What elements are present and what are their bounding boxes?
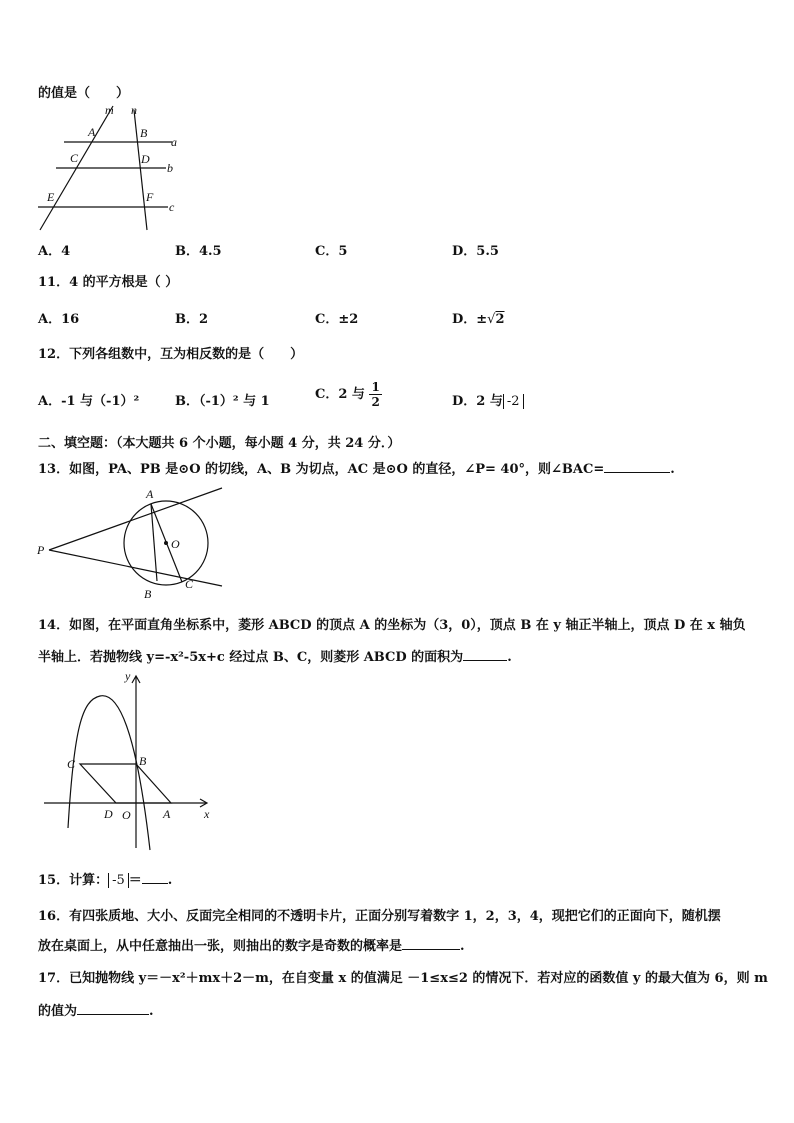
- q17-line1: 17．已知抛物线 y＝－x²＋mx＋2－m，在自变量 x 的值满足 －1≤x≤2 的情况下．若对应的函数值 y 的最大值为 6，则 m: [38, 971, 768, 986]
- q10-label-b: b: [167, 161, 173, 175]
- q13-tangent-circle-figure: [30, 480, 240, 610]
- q12-option-d[interactable]: [452, 390, 524, 409]
- q11-option-d-label: D．±: [452, 312, 488, 327]
- q16-answer-blank[interactable]: [402, 937, 460, 950]
- q13-stem: 13．如图，PA、PB 是⊙O 的切线，A、B 为切点，AC 是⊙O 的直径，∠P= 40°，则∠BAC= .: [38, 462, 675, 477]
- q10-tail: 的值是（ ）: [38, 86, 130, 101]
- q13-answer-blank[interactable]: [604, 460, 670, 473]
- q12-option-c-fraction: $\frac{1}{2}$: [371, 380, 380, 409]
- q12-option-d-abs: -2: [503, 394, 524, 409]
- q14-label-O: O: [122, 808, 131, 822]
- q14-label-C: C: [67, 757, 76, 771]
- q10-option-c[interactable]: C．5: [315, 244, 348, 259]
- q10-label-c: c: [169, 200, 175, 214]
- q15-answer-blank[interactable]: [142, 871, 168, 884]
- q14-coordinate-figure: [30, 668, 230, 853]
- q10-option-d[interactable]: D．5.5: [452, 244, 499, 259]
- q10-parallel-lines-figure: [30, 100, 190, 235]
- q17-answer-blank[interactable]: [77, 1002, 149, 1015]
- q10-label-A: A: [88, 125, 96, 139]
- q15-abs: -5: [108, 873, 129, 888]
- q15-line: 15．计算： -5 ＝ .: [38, 873, 173, 888]
- q14-line1: 14．如图，在平面直角坐标系中，菱形 ABCD 的顶点 A 的坐标为（3，0），顶点 B 在 y 轴正半轴上，顶点 D 在 x 轴负: [38, 618, 746, 633]
- q11-option-c[interactable]: C．±2: [315, 312, 359, 327]
- q12-option-a[interactable]: A．-1 与（-1）²: [38, 394, 140, 409]
- q14-label-D: D: [104, 807, 113, 821]
- q10-option-a[interactable]: A．4: [38, 244, 71, 259]
- q14-label-A: A: [163, 807, 171, 821]
- q10-label-m: m: [105, 103, 114, 117]
- q10-label-B: B: [140, 126, 148, 140]
- q10-label-D: D: [141, 152, 150, 166]
- q12-stem: 12．下列各组数中，互为相反数的是（ ）: [38, 347, 304, 362]
- q10-label-C: C: [70, 151, 79, 165]
- q10-label-F: F: [146, 190, 154, 204]
- q11-option-a[interactable]: A．16: [38, 312, 80, 327]
- q13-label-C: C: [185, 577, 194, 591]
- q10-label-a: a: [171, 135, 177, 149]
- q13-label-O: O: [171, 537, 180, 551]
- q12-option-c-prefix: C．2 与: [315, 387, 365, 402]
- q10-label-n: n: [131, 103, 137, 117]
- q14-label-x: x: [204, 807, 210, 821]
- q14-label-y: y: [125, 669, 131, 683]
- q13-label-P: P: [37, 543, 45, 557]
- q13-label-A: A: [146, 487, 154, 501]
- section2-heading: 二、填空题：（本大题共 6 个小题，每小题 4 分，共 24 分．）: [38, 436, 401, 451]
- q14-label-B: B: [139, 754, 147, 768]
- q10-label-E: E: [47, 190, 55, 204]
- q13-label-B: B: [144, 587, 152, 601]
- q10-option-b[interactable]: B．4.5: [175, 244, 222, 259]
- q16-line1: 16．有四张质地、大小、反面完全相同的不透明卡片，正面分别写着数字 1，2，3，4，现把它们的正面向下，随机摆: [38, 909, 721, 924]
- q14-answer-blank[interactable]: [463, 648, 507, 661]
- q11-option-b[interactable]: B．2: [175, 312, 209, 327]
- q14-line2: 半轴上．若抛物线 y=-x²-5x+c 经过点 B、C，则菱形 ABCD 的面积为 .: [38, 650, 512, 665]
- q16-line2: 放在桌面上，从中任意抽出一张，则抽出的数字是奇数的概率是 .: [38, 939, 465, 954]
- q12-option-d-prefix: D．2 与: [452, 394, 503, 409]
- q17-line2: 的值为 .: [38, 1004, 154, 1019]
- q11-option-d-radicand: 2: [495, 312, 505, 327]
- q11-option-d[interactable]: D．±√2: [452, 312, 505, 327]
- q12-option-c[interactable]: [315, 380, 382, 409]
- q12-option-b[interactable]: B．（-1）² 与 1: [175, 394, 270, 409]
- q11-stem: 11．4 的平方根是（ ）: [38, 275, 179, 290]
